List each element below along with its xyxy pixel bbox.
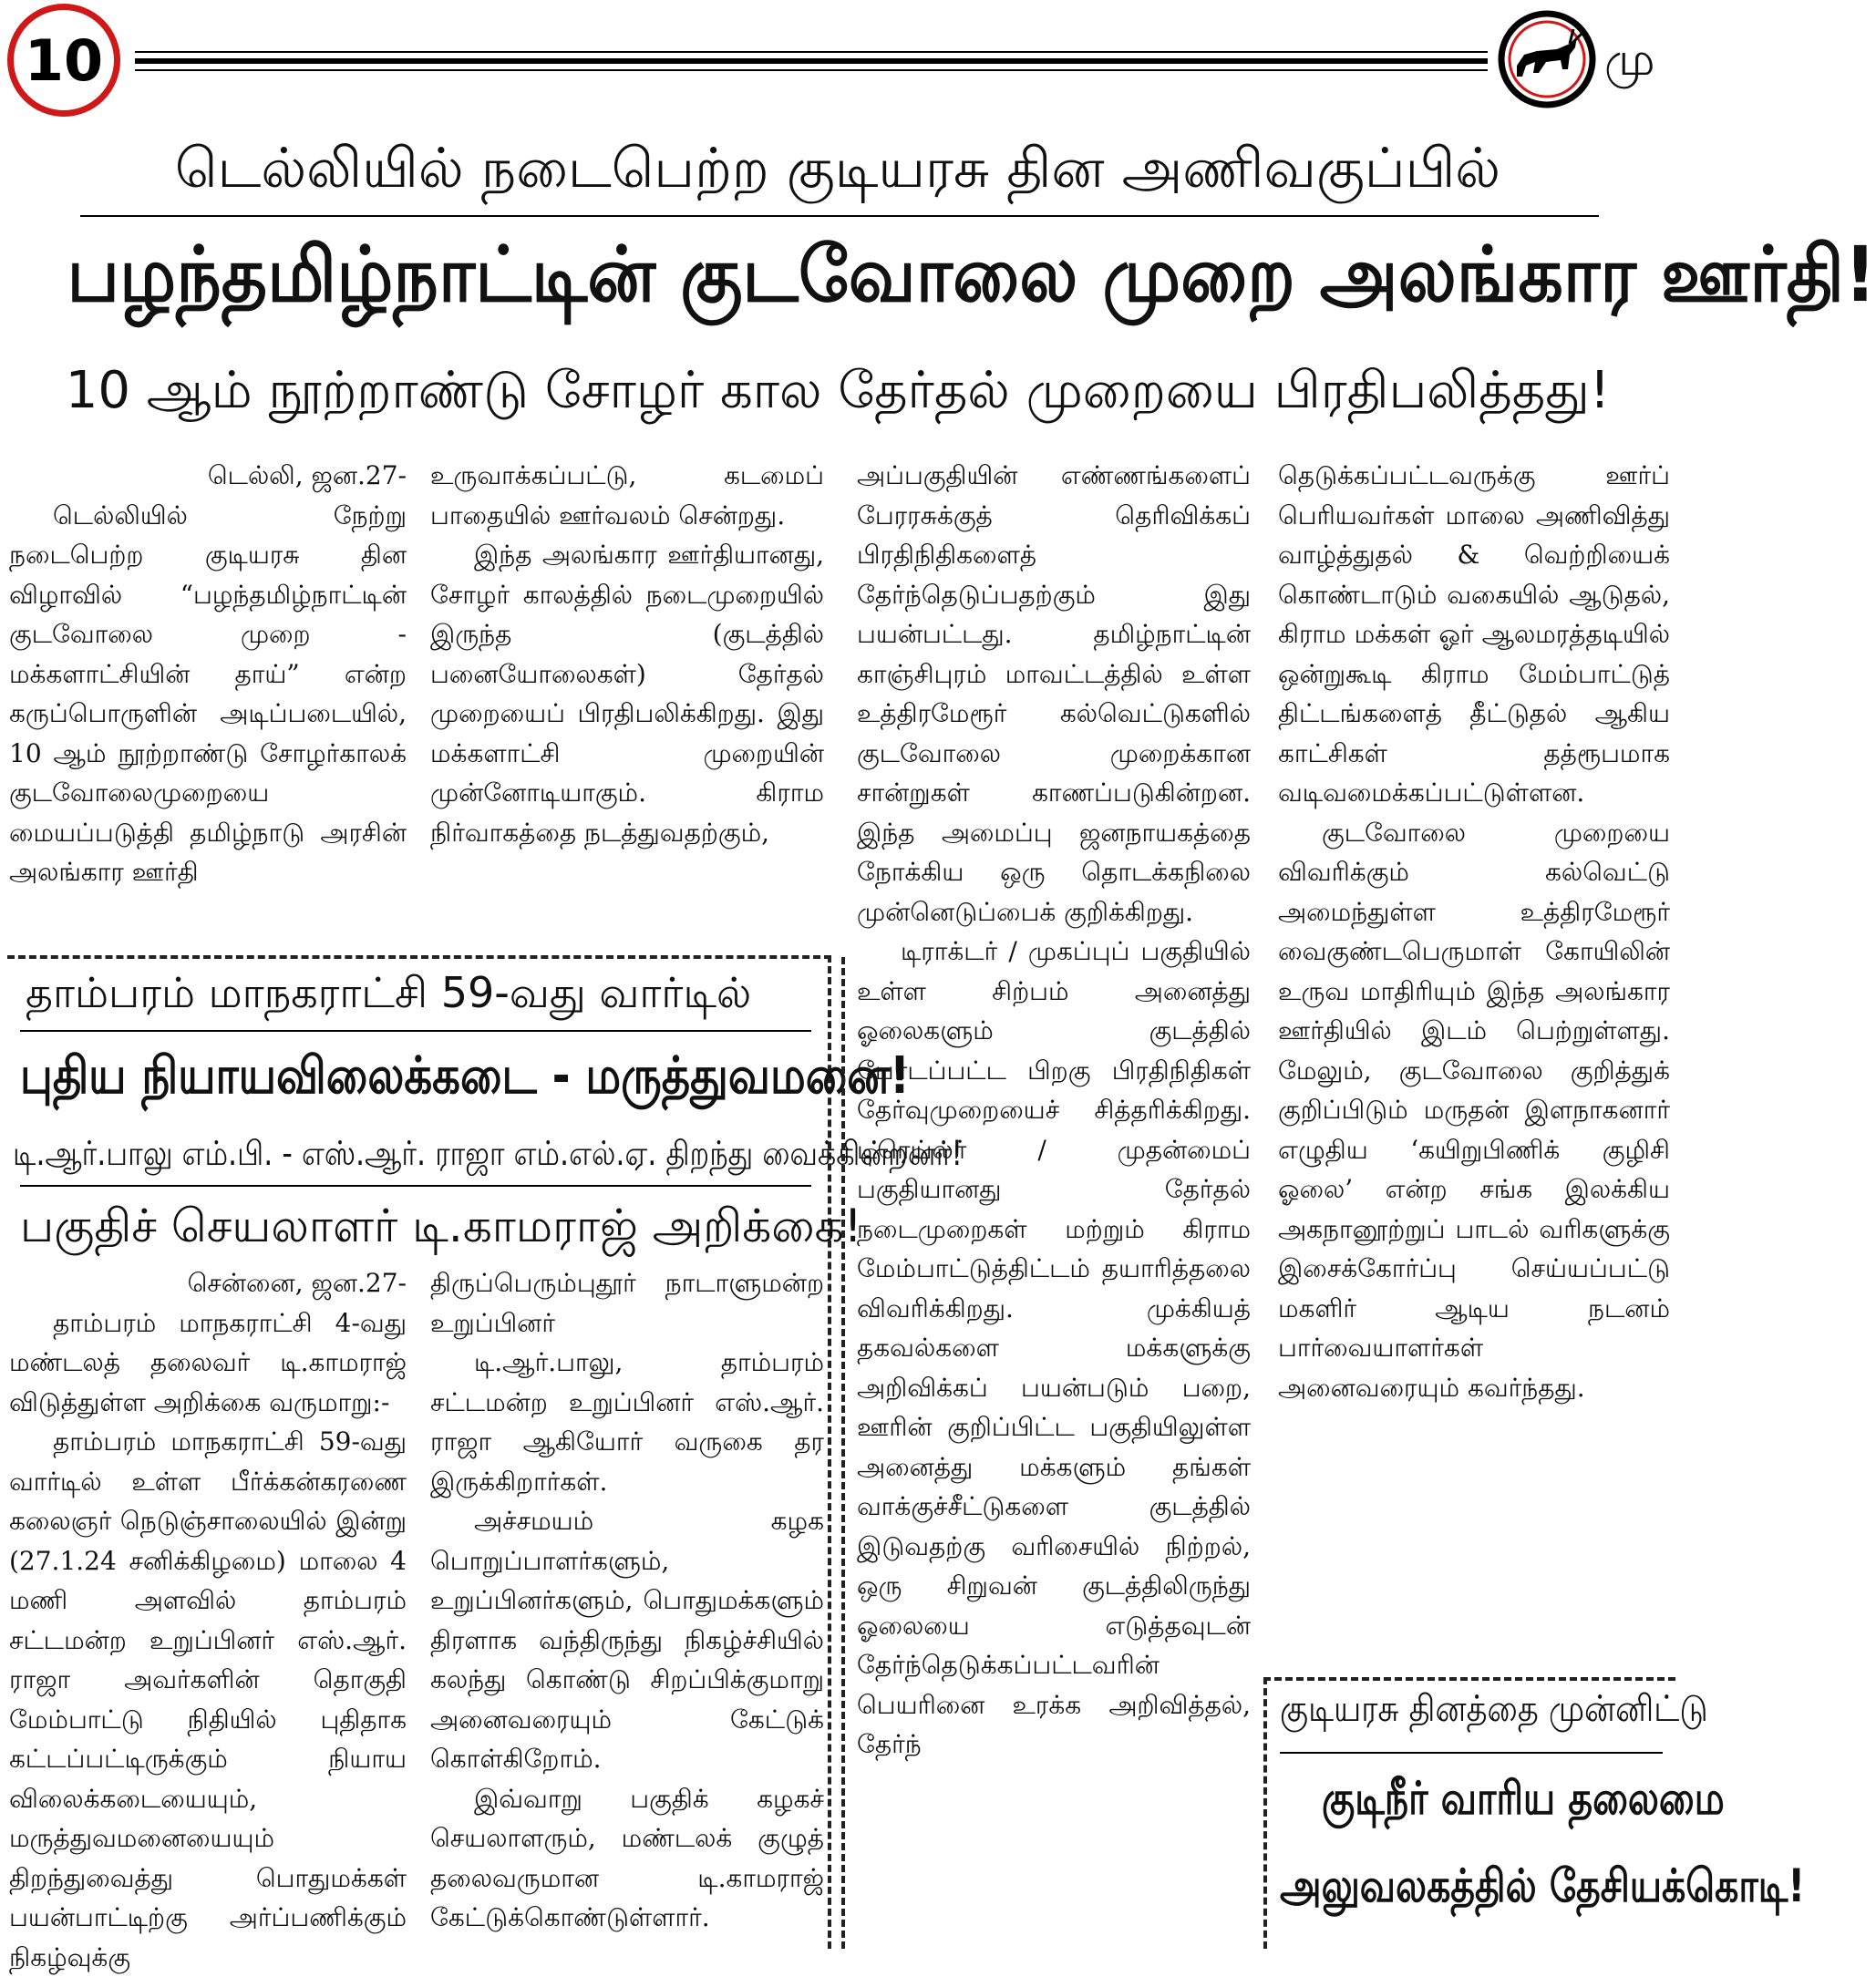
headline-main: பழந்தமிழ்நாட்டின் குடவோலை முறை அலங்கார ஊர்தி!	[67, 230, 1876, 319]
boxed-story-deck: பகுதிச் செயலாளர் டி.காமராஜ் அறிக்கை!	[20, 1200, 862, 1252]
boxed-story-divider	[20, 1185, 811, 1187]
masthead-rule	[135, 51, 1488, 53]
paragraph: குடவோலை முறையை விவரிக்கும் கல்வெட்டு அமைந்துள்ள உத்திரமேரூர் வைகுண்டபெருமாள் கோயிலின் உருவ மாதிரியும் இந்த அலங்கார ஊர்தியில் இடம் பெற்றுள்ளது. மேலும், குடவோலை குறித்துக் குறிப்பிடும் மருதன் இளநாகனார் எழுதிய ‘கயிறுபிணிக் குழிசி ஓலை’ என்ற சங்க இலக்கிய அகநானூற்றுப் பாடல் வரிகளுக்கு இசைக்கோர்ப்பு செய்யப்பட்டு மகளிர் ஆடிய நடனம் பார்வையாளர்கள் அனைவரையும் கவர்ந்தது.	[1278, 817, 1670, 1403]
corner-story-headline-line-1: குடிநீர் வாரிய தலைமை	[1322, 1772, 1725, 1825]
paragraph: தாம்பரம் மாநகராட்சி 59-வது வார்டில் உள்ள பீர்க்கன்கரணை கலைஞர் நெடுஞ்சாலையில் இன்று (27.1.24 சனிக்கிழமை) மாலை 4 மணி அளவில் தாம்பரம் சட்டமன்ற உறுப்பினர் எஸ்.ஆர். ராஜா அவர்களின் தொகுதி மேம்பாட்டு நிதியில் புதிதாக கட்டப்பட்டிருக்கும் நியாய விலைக்கடையையும், மருத்துவமனையையும் திறந்துவைத்து பொதுமக்கள் பயன்பாட்டிற்கு அர்ப்பணிக்கும் நிகழ்வுக்கு	[9, 1426, 407, 1972]
bull-emblem-icon	[1497, 9, 1597, 109]
headline-deck: 10 ஆம் நூற்றாண்டு சோழர் கால தேர்தல் முறையை பிரதிபலித்தது!	[65, 361, 1611, 420]
corner-story-headline-line-2: அலுவலகத்தில் தேசியக்கொடி!	[1280, 1859, 1806, 1912]
boxed-story-headline: புதிய நியாயவிலைக்கடை - மருத்துவமனை!	[20, 1046, 910, 1106]
corner-story-divider	[1280, 1752, 1663, 1754]
boxed-story-column-2	[430, 1263, 824, 1938]
masthead-rule	[135, 69, 1488, 71]
story-column-4	[1278, 456, 1670, 1407]
paragraph: அச்சமயம் கழக பொறுப்பாளர்களும், உறுப்பினர்களும், பொதுமக்களும் திரளாக வந்திருந்து நிகழ்ச்சியில் கலந்து கொண்டு சிறப்பிக்குமாறு அனைவரையும் கேட்டுக் கொள்கிறோம்.	[430, 1506, 824, 1774]
paragraph: இந்த அலங்கார ஊர்தியானது, சோழர் காலத்தில் நடைமுறையில் இருந்த (குடத்தில் பனையோலைகள்) தேர்தல் முறையைப் பிரதிபலிக்கிறது. இது மக்களாட்சி முறையின் முன்னோடியாகும். கிராம நிர்வாகத்தை நடத்துவதற்கும்,	[430, 540, 824, 848]
story-column-1	[9, 456, 407, 892]
boxed-story-subhead: டி.ஆர்.பாலு எம்.பி. - எஸ்.ஆர். ராஜா எம்.எல்.ஏ. திறந்து வைக்கின்றனர்!	[13, 1134, 964, 1173]
paragraph: டிராக்டர் / முகப்புப் பகுதியில் உள்ள சிற்பம் அனைத்து ஓலைகளும் குடத்தில் போடப்பட்ட பிறகு பிரதிநிதிகள் தேர்வுமுறையைச் சித்தரிக்கிறது. டிரெய்லர் / முதன்மைப் பகுதியானது தேர்தல் நடைமுறைகள் மற்றும் கிராம மேம்பாட்டுத்திட்டம் தயாரித்தலை விவரிக்கிறது. முக்கியத் தகவல்களை மக்களுக்கு அறிவிக்கப் பயன்படும் பறை, ஊரின் குறிப்பிட்ட பகுதியிலுள்ள அனைத்து மக்களும் தங்கள் வாக்குச்சீட்டுகளை குடத்தில் இடுவதற்கு வரிசையில் நிற்றல், ஒரு சிறுவன் குடத்திலிருந்து ஓலையை எடுத்தவுடன் தேர்ந்தெடுக்கப்பட்டவரின் பெயரினை உரக்க அறிவித்தல், தேர்ந்	[857, 936, 1251, 1759]
publication-name-fragment: மு	[1604, 33, 1655, 86]
paragraph: டி.ஆர்.பாலு, தாம்பரம் சட்டமன்ற உறுப்பினர் எஸ்.ஆர். ராஜா ஆகியோர் வருகை தர இருக்கிறார்கள்.	[430, 1347, 824, 1497]
boxed-story-column-1	[9, 1263, 407, 1977]
page-number-badge: 10	[7, 4, 120, 117]
headline-kicker: டெல்லியில் நடைபெற்ற குடியரசு தின அணிவகுப்பில்	[174, 137, 1501, 201]
masthead-rule	[135, 58, 1488, 64]
paragraph: உருவாக்கப்பட்டு, கடமைப் பாதையில் ஊர்வலம் சென்றது.	[430, 460, 824, 530]
paragraph: திருப்பெரும்புதூர் நாடாளுமன்ற உறுப்பினர்	[430, 1268, 824, 1338]
dateline: டெல்லி, ஜன.27-	[207, 460, 407, 490]
story-column-3	[857, 456, 1251, 1765]
paragraph: தெடுக்கப்பட்டவருக்கு ஊர்ப் பெரியவர்கள் மாலை அணிவித்து வாழ்த்துதல் & வெற்றியைக் கொண்டாடும் வகையில் ஆடுதல், கிராம மக்கள் ஓர் ஆலமரத்தடியில் ஒன்றுகூடி கிராம மேம்பாட்டுத் திட்டங்களைத் தீட்டுதல் ஆகிய காட்சிகள் தத்ரூபமாக வடிவமைக்கப்பட்டுள்ளன.	[1278, 460, 1670, 808]
paragraph: இவ்வாறு பகுதிக் கழகச் செயலாளரும், மண்டலக் குழுத் தலைவருமான டி.காமராஜ் கேட்டுக்கொண்டுள்ளார்.	[430, 1783, 824, 1932]
boxed-story-divider	[20, 1030, 811, 1032]
paragraph: டெல்லியில் நேற்று நடைபெற்ற குடியரசு தின விழாவில் “பழந்தமிழ்நாட்டின் குடவோலை முறை - மக்களாட்சியின் தாய்” என்ற கருப்பொருளின் அடிப்படையில், 10 ஆம் நூற்றாண்டு சோழர்காலக் குடவோலைமுறையை மையப்படுத்தி தமிழ்நாடு அரசின் அலங்கார ஊர்தி	[9, 499, 407, 887]
dateline: சென்னை, ஜன.27-	[187, 1268, 407, 1298]
corner-story-kicker: குடியரசு தினத்தை முன்னிட்டு	[1280, 1688, 1708, 1730]
headline-divider	[80, 215, 1599, 217]
story-column-2	[430, 456, 824, 852]
paragraph: தாம்பரம் மாநகராட்சி 4-வது மண்டலத் தலைவர் டி.காமராஜ் விடுத்துள்ள அறிக்கை வருமாறு:-	[9, 1307, 407, 1417]
column-separator	[841, 957, 845, 1949]
boxed-story-kicker: தாம்பரம் மாநகராட்சி 59-வது வார்டில்	[26, 968, 752, 1017]
paragraph: அப்பகுதியின் எண்ணங்களைப் பேரரசுக்குத் தெரிவிக்கப் பிரதிநிதிகளைத் தேர்ந்தெடுப்பதற்கும் இது பயன்பட்டது. தமிழ்நாட்டின் காஞ்சிபுரம் மாவட்டத்தில் உள்ள உத்திரமேரூர் கல்வெட்டுகளில் குடவோலை முறைக்கான சான்றுகள் காணப்படுகின்றன. இந்த அமைப்பு ஜனநாயகத்தை நோக்கிய ஒரு தொடக்கநிலை முன்னெடுப்பைக் குறிக்கிறது.	[857, 460, 1251, 927]
